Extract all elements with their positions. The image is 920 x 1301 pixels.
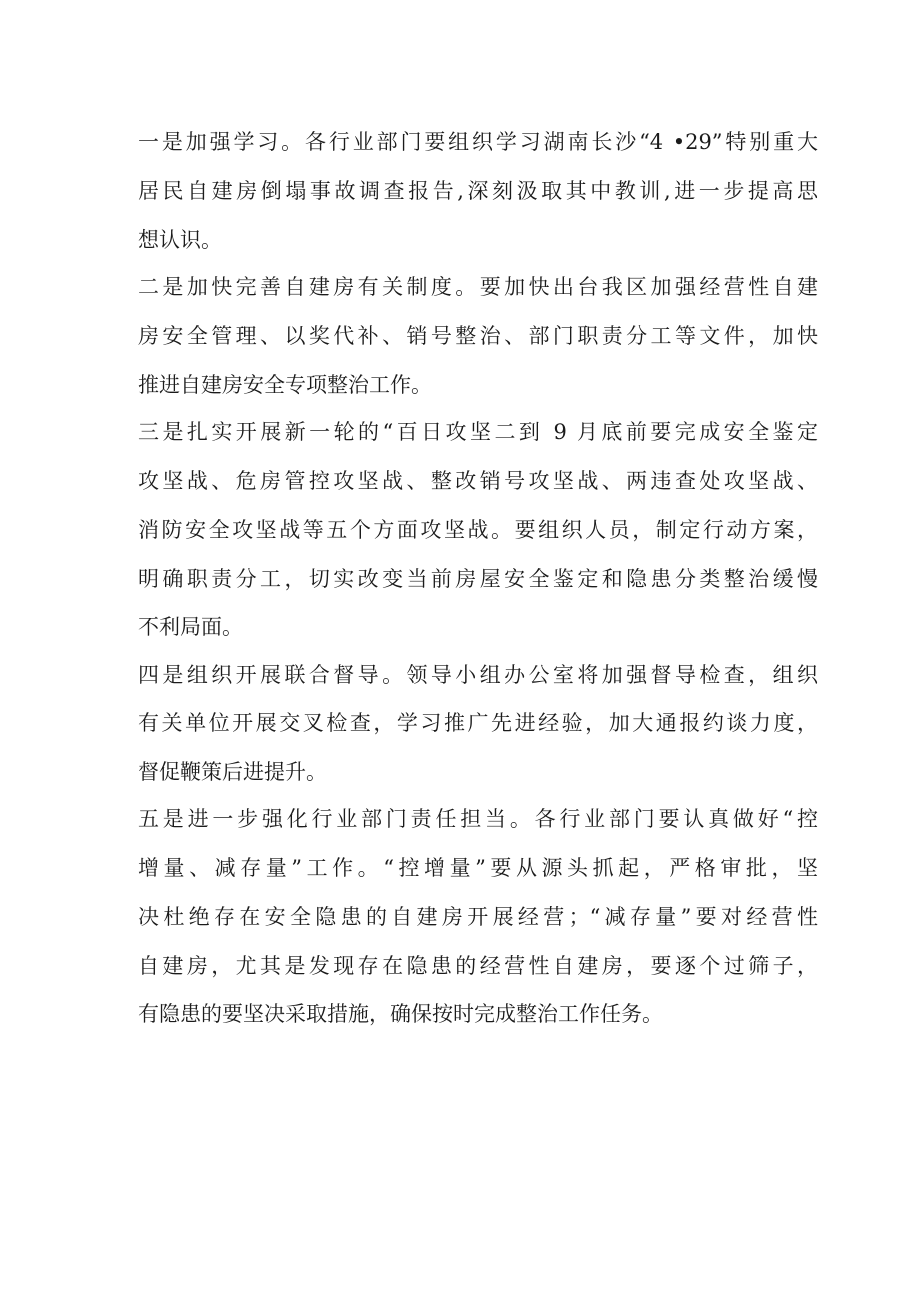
- text-line: 推进自建房安全专项整治工作。: [138, 373, 432, 397]
- text-line: 督促鞭策后进提升。: [138, 760, 327, 784]
- text-line: 想认识。: [138, 228, 222, 252]
- text-line: 一是加强学习。各行业部门要组织学习湖南长沙“4 •29”特别重大: [138, 130, 818, 154]
- text-line: 增量、减存量”工作。“控增量”要从源头抓起，严格审批，坚: [138, 856, 818, 880]
- text-line: 决杜绝存在安全隐患的自建房开展经营；“减存量”要对经营性: [138, 905, 818, 929]
- text-line: 不利局面。: [138, 615, 243, 639]
- text-line: 明确职责分工，切实改变当前房屋安全鉴定和隐患分类整治缓慢: [138, 567, 818, 591]
- text-line: 有关单位开展交叉检查，学习推广先进经验，加大通报约谈力度，: [138, 711, 818, 735]
- text-line: 消防安全攻坚战等五个方面攻坚战。要组织人员，制定行动方案，: [138, 518, 818, 542]
- text-line: 二是加快完善自建房有关制度。要加快出台我区加强经营性自建: [138, 275, 818, 299]
- text-line: 有隐患的要坚决采取措施，确保按时完成整治工作任务。: [138, 1002, 663, 1026]
- text-line: 自建房，尤其是发现存在隐患的经营性自建房，要逐个过筛子，: [138, 954, 818, 978]
- text-line: 房安全管理、以奖代补、销号整治、部门职责分工等文件，加快: [138, 324, 818, 348]
- text-line: 三是扎实开展新一轮的“百日攻坚二到 9 月底前要完成安全鉴定: [138, 420, 818, 444]
- text-line: 四是组织开展联合督导。领导小组办公室将加强督导检查，组织: [138, 663, 818, 687]
- text-line: 攻坚战、危房管控攻坚战、整改销号攻坚战、两违查处攻坚战、: [138, 469, 818, 493]
- text-line: 五是进一步强化行业部门责任担当。各行业部门要认真做好“控: [138, 807, 818, 831]
- text-line: 居民自建房倒塌事故调查报告,深刻汲取其中教训,进一步提高思: [138, 179, 818, 203]
